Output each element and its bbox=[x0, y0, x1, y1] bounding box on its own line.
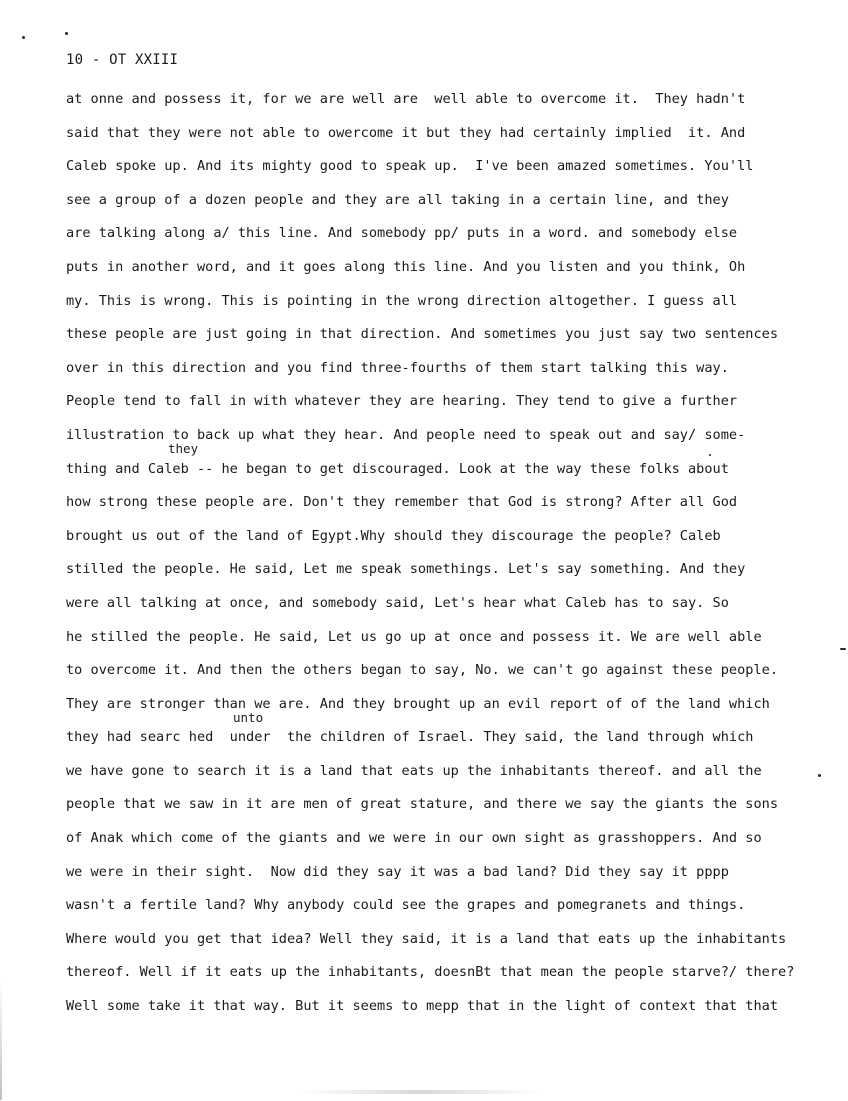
text-line: they had searc hed under the children of Israel. They said, the land through which bbox=[66, 729, 754, 746]
text-line: Caleb spoke up. And its mighty good to speak up. I've been amazed sometimes. You'll bbox=[66, 158, 754, 175]
text-line: to overcome it. And then the others began to say, No. we can't go against these people. bbox=[66, 662, 779, 679]
text-line: Well some take it that way. But it seems to mepp that in the light of context that that bbox=[66, 998, 779, 1015]
text-line: thereof. Well if it eats up the inhabitants, doesnBt that mean the people starve?/ there? bbox=[66, 964, 795, 981]
text-line: are talking along a/ this line. And somebody pp/ puts in a word. and somebody else bbox=[66, 225, 738, 242]
text-line: said that they were not able to owercome it but they had certainly implied it. And bbox=[66, 124, 746, 141]
text-line: see a group of a dozen people and they are all taking in a certain line, and they bbox=[66, 191, 729, 208]
body-text bbox=[66, 86, 836, 1027]
text-line: these people are just going in that direction. And sometimes you just say two sentences bbox=[66, 326, 779, 343]
interlinear-correction: they bbox=[168, 441, 199, 456]
text-line: at onne and possess it, for we are well are well able to overcome it. They hadn't bbox=[66, 91, 746, 107]
page-header: 10 - OT XXIII bbox=[66, 52, 179, 68]
text-line: People tend to fall in with whatever they are hearing. They tend to give a further bbox=[66, 393, 738, 410]
interlinear-correction: unto bbox=[233, 710, 264, 725]
text-line: were all talking at once, and somebody said, Let's hear what Caleb has to say. So bbox=[66, 594, 729, 611]
text-line: how strong these people are. Don't they remember that God is strong? After all God bbox=[66, 494, 738, 511]
text-line: my. This is wrong. This is pointing in the wrong direction altogether. I guess all bbox=[66, 292, 738, 309]
text-line: we have gone to search it is a land that eats up the inhabitants thereof. and all the bbox=[66, 762, 762, 779]
text-line: puts in another word, and it goes along this line. And you listen and you think, Oh bbox=[66, 258, 746, 275]
text-line: he stilled the people. He said, Let us go up at once and possess it. We are well able bbox=[66, 628, 762, 645]
text-line: thing and Caleb -- he began to get discouraged. Look at the way these folks about bbox=[66, 460, 729, 477]
ink-speck bbox=[22, 36, 25, 39]
text-line: over in this direction and you find three-fourths of them start talking this way. bbox=[66, 359, 729, 376]
text-line: we were in their sight. Now did they say it was a bad land? Did they say it pppp bbox=[66, 863, 729, 880]
text-line: Where would you get that idea? Well they said, it is a land that eats up the inhabitants bbox=[66, 930, 787, 947]
text-line: stilled the people. He said, Let me speak somethings. Let's say something. And they bbox=[66, 561, 746, 578]
text-line: They are stronger than we are. And they brought up an evil report of of the land which bbox=[66, 695, 770, 712]
text-line: brought us out of the land of Egypt.Why should they discourage the people? Caleb bbox=[66, 527, 721, 544]
text-line: wasn't a fertile land? Why anybody could see the grapes and pomegranets and things. bbox=[66, 897, 746, 914]
paper-edge-shadow bbox=[0, 980, 2, 1100]
text-line: people that we saw in it are men of great stature, and there we say the giants the sons bbox=[66, 796, 779, 813]
text-line: illustration to back up what they hear. And people need to speak out and say/ some- bbox=[66, 426, 746, 443]
ink-speck bbox=[65, 32, 68, 35]
text-line: of Anak which come of the giants and we were in our own sight as grasshoppers. And so bbox=[66, 830, 762, 847]
paper-smudge bbox=[300, 1090, 540, 1094]
ink-speck bbox=[840, 648, 846, 650]
